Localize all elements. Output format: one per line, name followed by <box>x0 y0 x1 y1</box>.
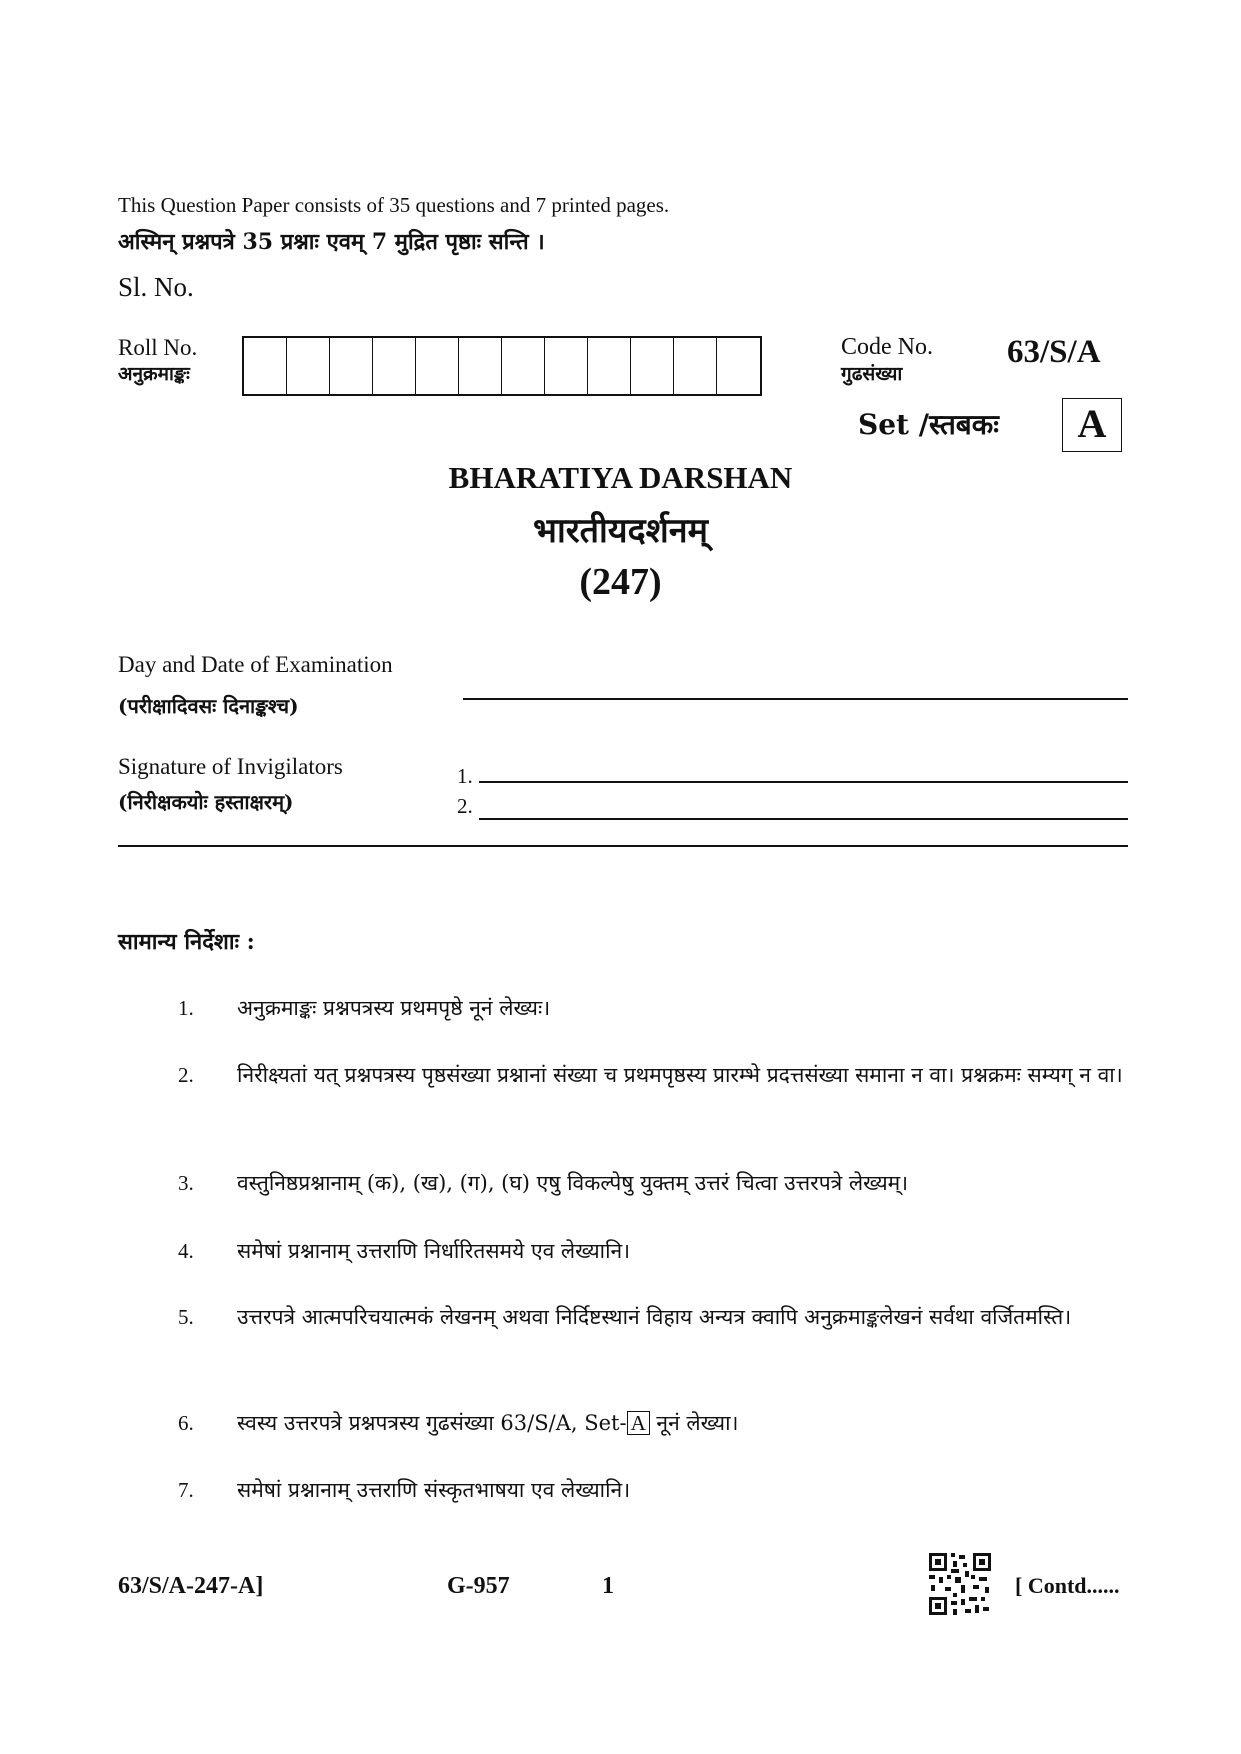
paper-info-en: This Question Paper consists of 35 questions and 7 printed pages. <box>118 193 670 217</box>
instruction-text: अनुक्रमाङ्कः प्रश्नपत्रस्य प्रथमपृष्ठे नूनं लेख्यः। <box>237 996 551 1020</box>
instruction-text: निरीक्ष्यतां यत् प्रश्नपत्रस्य पृष्ठसंख्या प्रश्नानां संख्या च प्रथमपृष्ठस्य प्रारम्भे प्रदत्तसंख्या समाना न वा। प्रश्नक्रमः सम्यग् न वा। <box>237 1063 1123 1087</box>
roll-number-box <box>545 338 588 394</box>
footer-page-number: 1 <box>602 1573 614 1599</box>
roll-number-box <box>330 338 373 394</box>
instruction-number: 7. <box>178 1478 194 1502</box>
subject-title-hi: भारतीयदर्शनम् <box>533 511 708 551</box>
instruction-text: उत्तरपत्रे आत्मपरिचयात्मकं लेखनम् अथवा निर्दिष्टस्थानं विहाय अन्यत्र क्वापि अनुक्रमाङ्कलेखनं सर्वथा वर्जितमस्ति। <box>237 1305 1072 1329</box>
subject-code: (247) <box>579 561 662 603</box>
footer-paper-code: 63/S/A-247-A] <box>118 1573 264 1599</box>
instruction-item <box>118 1232 1128 1270</box>
exam-date-label-hi: (परीक्षादिवसः दिनाङ्कश्च) <box>118 694 299 718</box>
set-inline-box: A <box>627 1411 650 1435</box>
instruction-item <box>118 1471 1128 1509</box>
continued-label: [ Contd...... <box>1015 1573 1120 1598</box>
instruction-text-before: स्वस्य उत्तरपत्रे प्रश्नपत्रस्य गुढसंख्या 63/S/A, Set- <box>237 1411 627 1435</box>
instruction-item <box>118 1056 1128 1094</box>
instruction-number: 5. <box>178 1305 194 1329</box>
roll-number-box <box>631 338 674 394</box>
instruction-number: 3. <box>178 1171 194 1195</box>
roll-number-box <box>373 338 416 394</box>
instruction-text: समेषां प्रश्नानाम् उत्तराणि संस्कृतभाषया एव लेख्यानि। <box>237 1478 631 1502</box>
roll-number-box <box>287 338 330 394</box>
footer-g-code: G-957 <box>447 1573 510 1599</box>
set-label: Set /स्तबकः <box>858 408 999 441</box>
section-divider <box>118 845 1128 847</box>
instruction-item <box>118 1404 1128 1442</box>
signature-1-line <box>479 781 1128 783</box>
instruction-text-after: नूनं लेख्या। <box>656 1411 739 1435</box>
instruction-number: 6. <box>178 1411 194 1435</box>
roll-number-box <box>459 338 502 394</box>
instruction-text <box>237 1404 1128 1442</box>
signature-2-number: 2. <box>457 794 473 818</box>
roll-number-label-en: Roll No. <box>118 335 198 360</box>
instruction-item <box>118 1164 1128 1202</box>
subject-title-en: BHARATIYA DARSHAN <box>448 460 793 495</box>
invigilator-signature-label-hi: (निरीक्षकयोः हस्ताक्षरम्) <box>118 790 294 814</box>
roll-number-label-hi: अनुक्रमाङ्कः <box>118 363 190 385</box>
instruction-text: वस्तुनिष्ठप्रश्नानाम् (क), (ख), (ग), (घ) एषु विकल्पेषु युक्तम् उत्तरं चित्वा उत्तरपत्रे लेख्यम्। <box>237 1171 909 1195</box>
signature-1-number: 1. <box>457 764 473 788</box>
serial-number-label: Sl. No. <box>118 272 194 302</box>
code-number-label-en: Code No. <box>841 334 933 360</box>
roll-number-boxes <box>242 336 762 396</box>
roll-number-box <box>674 338 717 394</box>
instruction-number: 1. <box>178 996 194 1020</box>
instruction-text: समेषां प्रश्नानाम् उत्तराणि निर्धारितसमये एव लेख्यानि। <box>237 1239 631 1263</box>
roll-number-box <box>416 338 459 394</box>
instruction-item <box>118 989 1128 1027</box>
roll-number-box <box>717 338 760 394</box>
exam-date-line <box>463 698 1128 700</box>
qr-code-icon <box>927 1551 993 1617</box>
code-number-value: 63/S/A <box>1007 334 1101 370</box>
code-number-label <box>841 334 933 388</box>
invigilator-signature-label-en: Signature of Invigilators <box>118 754 343 779</box>
set-value-box: A <box>1062 398 1122 452</box>
code-number-label-hi: गुढसंख्या <box>841 363 903 385</box>
roll-number-label <box>118 334 197 388</box>
roll-number-box <box>588 338 631 394</box>
roll-number-box <box>502 338 545 394</box>
paper-info-hi: अस्मिन् प्रश्नपत्रे 35 प्रश्नाः एवम् 7 मुद्रित पृष्ठाः सन्ति । <box>118 229 545 255</box>
exam-date-label-en: Day and Date of Examination <box>118 652 393 677</box>
instructions-heading: सामान्य निर्देशाः : <box>118 929 255 955</box>
instruction-number: 4. <box>178 1239 194 1263</box>
roll-number-box <box>244 338 287 394</box>
instruction-number: 2. <box>178 1063 194 1087</box>
instruction-item <box>118 1298 1128 1336</box>
signature-2-line <box>479 818 1128 820</box>
